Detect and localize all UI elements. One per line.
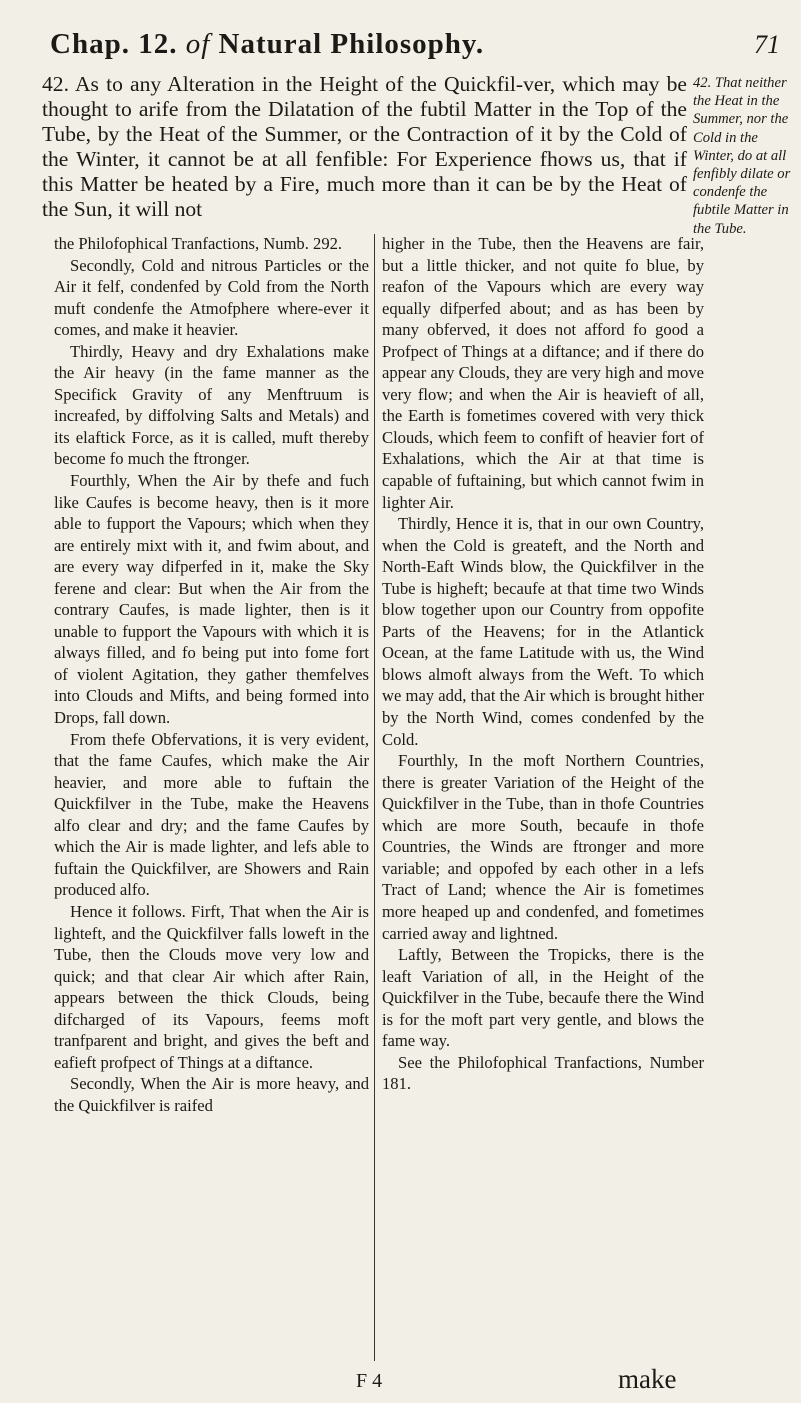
right-paragraph: Fourthly, In the moft Northern Countries, there is greater Variation of the Height of the Quickfilver in the Tube, than in thofe Countries which are more South, becaufe in thofe Countries, the Winds are ftronger and more variable; and oppofed by each other in a lefs Tract of Land; whence the Air is fometimes more heaped up and condenfed, and fometimes carried away and lightned. (382, 751, 704, 943)
right-paragraph: Thirdly, Hence it is, that in our own Country, when the Cold is greateft, and the North and North-Eaft Winds blow, the Quickfilver in the Tube is higheft; becaufe at that time two Winds blow together upon our Country from oppofite Parts of the Heavens; for in the Atlantick Ocean, at the fame Latitude with us, the Wind blows almoft always from the Weft. To which we may add, that the Air which is brought hither by the North Wind, comes condenfed by the Cold. (382, 514, 704, 749)
left-paragraph: Thirdly, Heavy and dry Exhalations make the Air heavy (in the fame manner as the Specifick Gravity of any Menftruum is increafed, by diffolving Salts and Metals) and its elaftick Force, as it is called, muft thereby become fo much the ftronger. (54, 341, 369, 469)
left-paragraph: From thefe Obfervations, it is very evident, that the fame Caufes, which make the Air heavier, and more able to fuftain the Quickfilver in the Tube, make the Heavens alfo clear and dry; and the fame Caufes by which the Air is made lighter, and lefs able to fuftain the Quickfilver, are Showers and Rain produced alfo. (54, 729, 369, 900)
book-title: Natural Philosophy. (218, 28, 485, 60)
main-paragraph (42, 72, 687, 221)
left-column (54, 233, 369, 1116)
running-header (50, 20, 790, 68)
left-paragraph: Fourthly, When the Air by thefe and fuch like Caufes is become heavy, then is it more able to fupport the Vapours; which when they are entirely mixt with it, and fwim about, and are every way difperfed in it, make the Sky ferene and clear: But when the Air from the contrary Caufes, is made lighter, then is it unable to fupport the Vapours with which it is always filled, and fo being put into fome fort of violent Agitation, they gather themfelves into Clouds and Mifts, and being formed into Drops, fall down. (54, 471, 369, 728)
left-paragraph: Secondly, Cold and nitrous Particles or the Air it felf, condenfed by Cold from the North muft condenfe the Atmofphere where-ever it comes, and make it heavier. (54, 255, 369, 340)
title-of: of (185, 28, 211, 60)
catchword: make (618, 1364, 677, 1394)
paragraph-42: 42. As to any Alteration in the Height of the Quickfil-ver, which may be thought to arife from the Dilatation of the fubtil Matter in the Top of the Tube, by the Heat of the Summer, or the Contraction of it by the Cold of the Winter, it cannot be at all fenfible: For Experience fhows us, that if this Matter be heated by a Fire, much more than it can be by the Heat of the Sun, it will not (42, 72, 687, 221)
page-number: 71 (754, 30, 780, 59)
right-paragraph: higher in the Tube, then the Heavens are fair, but a little thicker, and not quite fo blue, by reafon of the Vapours which are every way equally difperfed about; and as has been by many obferved, it does not afford fo good a Profpect of Things at a diftance; and if there do appear any Clouds, they are very high and move very flow; and when the Air is heavieft of all, the Earth is fometimes covered with very thick Clouds, which feem to confift of heavier fort of Exhalations, which the Air at that time is capable of fuftaining, but which cannot fwim in lighter Air. (382, 234, 704, 512)
right-column (382, 233, 704, 1095)
left-paragraph: Secondly, When the Air is more heavy, and the Quickfilver is raifed (54, 1074, 369, 1115)
signature-mark: F 4 (356, 1370, 383, 1392)
right-paragraph: Laftly, Between the Tropicks, there is the leaft Variation of all, in the Height of the Quickfilver in the Tube, becaufe there the Wind is for the moft part very gentle, and blows the fame way. (382, 945, 704, 1051)
left-paragraph: Hence it follows. Firft, That when the Air is lighteft, and the Quickfilver falls loweft in the Tube, then the Clouds move very low and quick; and that clear Air which after Rain, appears between the thick Clouds, being difcharged of its Vapours, feems moft tranfparent and bright, and gives the beft and eafieft profpect of Things at a diftance. (54, 901, 369, 1072)
margin-note: 42. That neither the Heat in the Summer, nor the Cold in the Winter, do at all fenfibly dilate or condenfe the fubtile Matter in the Tube. (693, 75, 791, 237)
chapter-label: Chap. 12. (50, 28, 178, 60)
right-paragraph: See the Philofophical Tranfactions, Number 181. (382, 1052, 704, 1094)
header-title (50, 28, 484, 61)
left-paragraph: the Philofophical Tranfactions, Numb. 292. (54, 234, 343, 253)
column-divider (374, 234, 375, 1361)
